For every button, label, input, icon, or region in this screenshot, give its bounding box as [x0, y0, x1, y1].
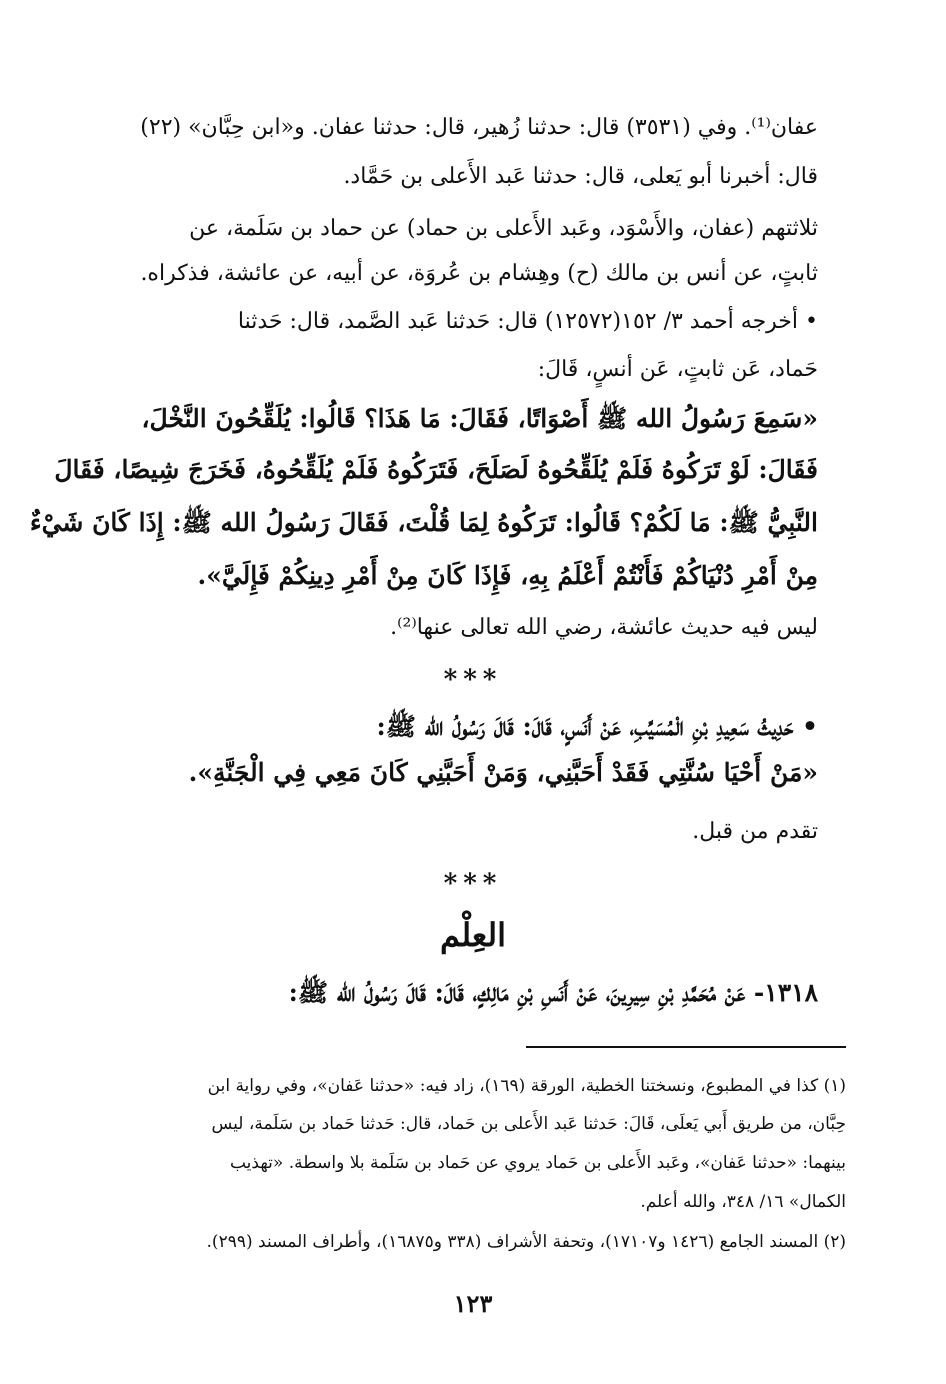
footnote-line: (٢) المسند الجامع (١٤٢٦ و١٧١٠٧)، وتحفة الأشراف (٣٣٨ و١٦٨٧٥)، وأطراف المسند (٢٩٩). [206, 1232, 846, 1252]
footnote-divider [526, 1046, 846, 1048]
body-line: ثلاثتهم (عفان، والأَسْوَد، وعَبد الأَعلى بن حماد) عن حماد بن سَلَمة، عن [189, 216, 818, 241]
body-line: عفان⁽¹⁾. وفي (٣٥٣١) قال: حدثنا زُهير، قال: حدثنا عفان. و«ابن حِبَّان» (٢٢) [140, 115, 818, 140]
footnote-line: الكمال» ١٦/ ٣٤٨، والله أعلم. [640, 1192, 846, 1212]
footnote-line: (١) كذا في المطبوع، ونسختنا الخطية، الورقة (١٦٩)، زاد فيه: «حدثنا عَفان»، وفي رواية ابن [207, 1076, 846, 1096]
narration-note: ليس فيه حديث عائشة، رضي الله تعالى عنها⁽²⁾. [390, 615, 818, 640]
body-line: • أخرجه أحمد ٣/ ١٥٢(١٢٥٧٢) قال: حَدثنا عَبد الصَّمد، قال: حَدثنا [237, 309, 818, 334]
narration-note: تقدم من قبل. [692, 819, 818, 844]
body-line: حَماد، عَن ثابتٍ، عَن أنسٍ، قَالَ: [537, 357, 818, 382]
hadith-text-line: «مَنْ أَحْيَا سُنَّتِي فَقَدْ أَحَبَّنِي، وَمَنْ أَحَبَّنِي كَانَ مَعِي فِي الْجَنَّةِ». [188, 758, 818, 787]
body-line: قال: أخبرنا أبو يَعلى، قال: حدثنا عَبد الأَعلى بن حَمَّاد. [343, 164, 818, 189]
hadith-text-line: النَّبِيُّ ﷺ: مَا لَكُمْ؟ قَالُوا: تَرَكُوهُ لِمَا قُلْتَ، فَقَالَ رَسُولُ الله ﷺ: إِذَا كَانَ شَيْءٌ [29, 508, 818, 537]
hadith-text-line: ١٣١٨- عَنْ مُحَمَّدِ بْنِ سِيرِينَ، عَنْ أَنَسِ بْنِ مَالِكٍ، قَالَ: قَالَ رَسُولُ الله ﷺ: [288, 978, 818, 1007]
hadith-text-line: «سَمِعَ رَسُولُ الله ﷺ أَصْوَاتًا، فَقَالَ: مَا هَذَا؟ قَالُوا: يُلَقِّحُونَ النَّخْلَ، [141, 404, 818, 433]
hadith-text-line: فَقَالَ: لَوْ تَرَكُوهُ فَلَمْ يُلَقِّحُوهُ لَصَلَحَ، فَتَرَكُوهُ فَلَمْ يُلَقِّحُوهُ، فَخَرَجَ شِيصًا، فَقَالَ [54, 455, 818, 484]
section-separator: *** [443, 665, 503, 695]
page-number: ١٢٣ [453, 1289, 493, 1318]
section-separator: *** [443, 869, 503, 899]
body-line: ثابتٍ، عن أنس بن مالك (ح) وهِشام بن عُروَة، عن أبيه، عن عائشة، فذكراه. [140, 261, 818, 286]
footnote-line: حِبَّان، من طريق أَبي يَعلَى، قَالَ: حَدثنا عَبد الأَعلى بن حَماد، قال: حَدثنا حَماد بن سَلَمة، ليس [211, 1114, 846, 1134]
section-heading: العِلْم [440, 916, 506, 954]
footnote-line: بينهما: «حدثنا عَفان»، وعَبد الأَعلى بن حَماد يروي عن حَماد بن سَلَمة بلا واسطة. «تهذيب [229, 1153, 846, 1173]
hadith-text-line: • حَدِيثُ سَعِيدِ بْنِ الْمُسَيِّبِ، عَنْ أَنَسٍ، قَالَ: قَالَ رَسُولُ الله ﷺ: [376, 712, 818, 741]
hadith-text-line: مِنْ أَمْرِ دُنْيَاكُمْ فَأَنْتُمْ أَعْلَمُ بِهِ، فَإِذَا كَانَ مِنْ أَمْرِ دِينِكُمْ فَإِلَيَّ». [197, 561, 818, 590]
